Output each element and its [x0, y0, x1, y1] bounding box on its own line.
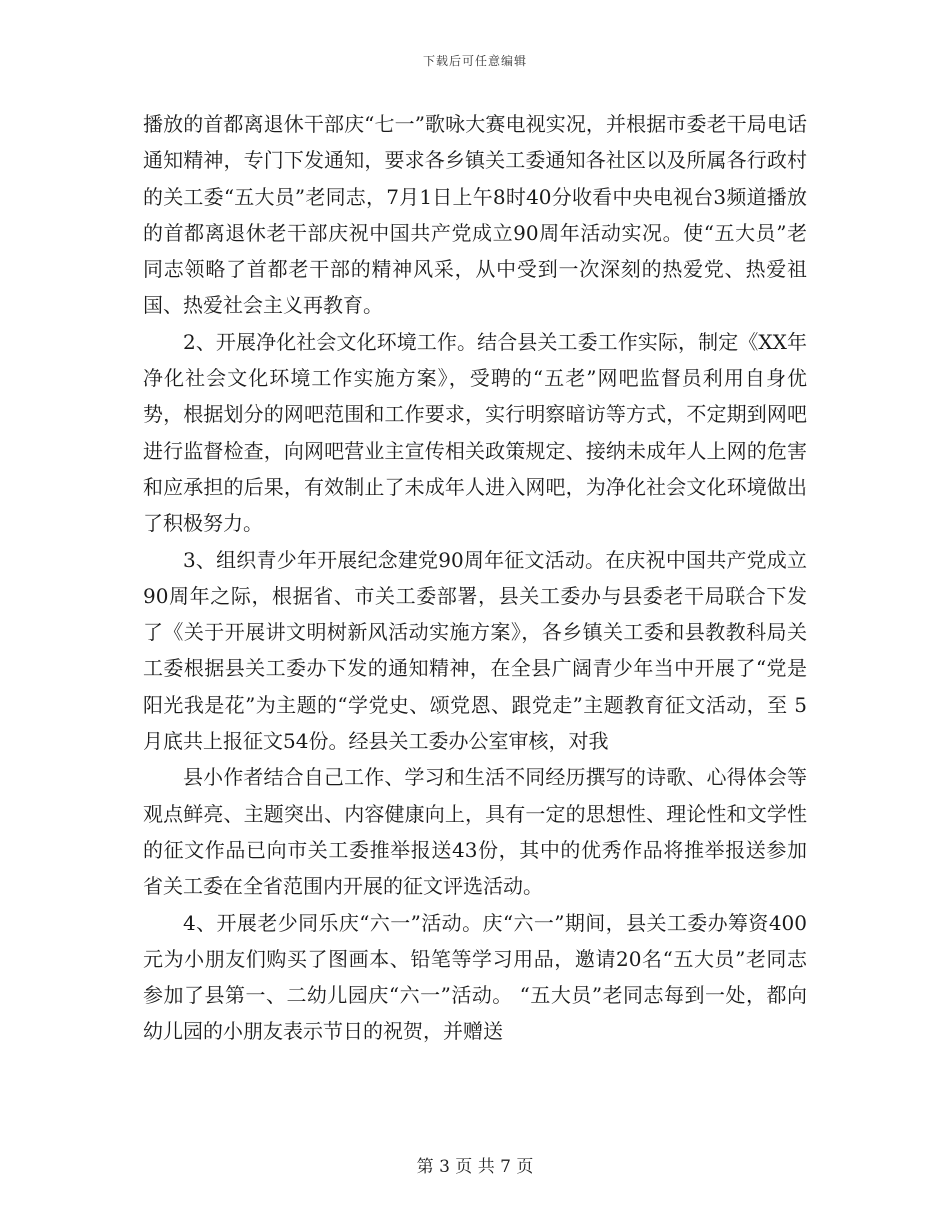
- paragraph-1: 播放的首都离退休干部庆“七一”歌咏大赛电视实况，并根据市委老干局电话通知精神，专门下发通知，要求各乡镇关工委通知各社区以及所属各行政村的关工委“五大员”老同志，7月1日上午8时40分收看中央电视台3频道播放的首都离退休老干部庆祝中国共产党成立90周年活动实况。使“五大员”老同志领略了首都老干部的精神风采，从中受到一次深刻的热爱党、热爱祖国、热爱社会主义再教育。: [143, 112, 807, 318]
- paragraph-3: 3、组织青少年开展纪念建党90周年征文活动。在庆祝中国共产党成立90周年之际，根据省、市关工委部署，县关工委办与县委老干局联合下发了《关于开展讲文明树新风活动实施方案》，各乡镇关工委和县教教科局关工委根据县关工委办下发的通知精神，在全县广阔青少年当中开展了“党是阳光我是花”为主题的“学党史、颂党恩、跟党走”主题教育征文活动，至 5月底共上报征文54份。经县关工委办公室审核，对我: [143, 547, 807, 754]
- paragraph-4: 县小作者结合自己工作、学习和生活不同经历撰写的诗歌、心得体会等观点鲜亮、主题突出、内容健康向上，具有一定的思想性、理论性和文学性的征文作品已向市关工委推举报送43份，其中的优秀作品将推举报送参加省关工委在全省范围内开展的征文评选活动。: [143, 765, 807, 899]
- document-body: [143, 106, 807, 1050]
- page-number-footer: 第 3 页 共 7 页: [416, 1157, 534, 1177]
- paragraph-2: 2、开展净化社会文化环境工作。结合县关工委工作实际，制定《XX年净化社会文化环境工作实施方案》，受聘的“五老”网吧监督员利用自身优势，根据划分的网吧范围和工作要求，实行明察暗访等方式，不定期到网吧进行监督检查，向网吧营业主宣传相关政策规定、接纳未成年人上网的危害和应承担的后果，有效制止了未成年人进入网吧，为净化社会文化环境做出了积极努力。: [143, 329, 807, 536]
- paragraph-5: 4、开展老少同乐庆“六一”活动。庆“六一”期间，县关工委办筹资400元为小朋友们购买了图画本、铅笔等学习用品，邀请20名“五大员”老同志参加了县第一、二幼儿园庆“六一”活动。 “五大员”老同志每到一处，都向幼儿园的小朋友表示节日的祝贺，并赠送: [143, 910, 807, 1044]
- page-header-note: 下载后可任意编辑: [422, 54, 527, 68]
